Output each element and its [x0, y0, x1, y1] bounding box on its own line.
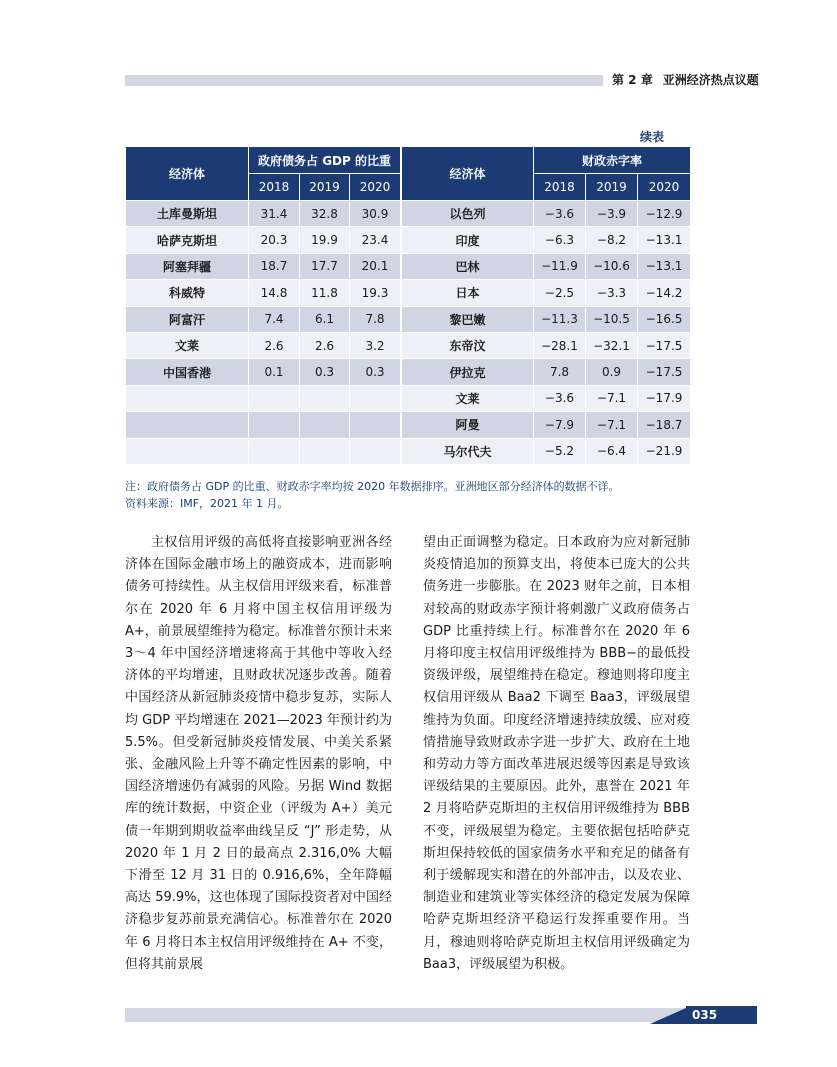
value-cell [249, 438, 300, 464]
table-row [402, 227, 691, 253]
table-row [126, 412, 401, 438]
table-row [126, 306, 401, 332]
value-cell: −18.7 [638, 412, 691, 438]
value-cell: 0.3 [300, 359, 350, 385]
value-cell: 20.3 [249, 227, 300, 253]
table-row [402, 359, 691, 385]
value-cell: 2.6 [249, 332, 300, 358]
economy-name: 印度 [402, 227, 534, 253]
economy-name: 阿曼 [402, 412, 534, 438]
value-cell: −11.9 [534, 253, 586, 279]
value-cell: 6.1 [300, 306, 350, 332]
value-cell: 0.1 [249, 359, 300, 385]
value-cell: −12.9 [638, 201, 691, 227]
economy-name: 巴林 [402, 253, 534, 279]
value-cell [300, 412, 350, 438]
economy-name [126, 412, 249, 438]
value-cell: −7.9 [534, 412, 586, 438]
table-row [126, 227, 401, 253]
value-cell: 2.6 [300, 332, 350, 358]
body-column-right: 望由正面调整为稳定。日本政府为应对新冠肺炎疫情追加的预算支出，将使本已庞大的公共债务进一步膨胀。在 2023 财年之前，日本相对较高的财政赤字预计将刺激广义政府债务占 GDP 比重持续上行。标准普尔在 2020 年 6 月将印度主权信用评级维持为 BBB−的最低投资级评级，展望维持在稳定。穆迪则将印度主权信用评级从 Baa2 下调至 Baa3，评级展望维持为负面。印度经济增速持续放缓、应对疫情措施导致财政赤字进一步扩大、政府在土地和劳动力等方面改革进展迟缓等因素是导致该评级结果的主要原因。此外，惠誉在 2021 年 2 月将哈萨克斯坦的主权信用评级维持为 BBB 不变，评级展望为稳定。主要依据包括哈萨克斯坦保持较低的国家债务水平和充足的储备有利于缓解现实和潜在的外部冲击，以及农业、制造业和建筑业等实体经济的稳定发展为保障哈萨克斯坦经济平稳运行发挥重要作用。当月，穆迪则将哈萨克斯坦主权信用评级确定为 Baa3，评级展望为积极。 [423, 535, 690, 972]
value-cell: −3.3 [586, 280, 638, 306]
economy-name: 伊拉克 [402, 359, 534, 385]
value-cell [300, 385, 350, 411]
table-row [402, 438, 691, 464]
deficit-group-header: 财政赤字率 [534, 147, 691, 174]
year-header: 2020 [350, 174, 401, 201]
table-row [126, 201, 401, 227]
economy-name [126, 385, 249, 411]
chapter-title: 亚洲经济热点议题 [662, 73, 759, 87]
economy-name: 文莱 [402, 385, 534, 411]
value-cell: −6.3 [534, 227, 586, 253]
value-cell: 32.8 [300, 201, 350, 227]
table-row [126, 253, 401, 279]
table-row [126, 332, 401, 358]
table-row [402, 201, 691, 227]
value-cell: 3.2 [350, 332, 401, 358]
debt-table [125, 146, 401, 465]
value-cell: −13.1 [638, 227, 691, 253]
economy-name: 阿塞拜疆 [126, 253, 249, 279]
value-cell: 19.3 [350, 280, 401, 306]
continued-label: 续表 [640, 130, 665, 144]
year-header: 2019 [586, 174, 638, 201]
economy-name: 以色列 [402, 201, 534, 227]
value-cell: −16.5 [638, 306, 691, 332]
value-cell: 0.3 [350, 359, 401, 385]
value-cell: 19.9 [300, 227, 350, 253]
value-cell [350, 438, 401, 464]
value-cell: 7.4 [249, 306, 300, 332]
table-row [402, 385, 691, 411]
year-header: 2019 [300, 174, 350, 201]
value-cell: 7.8 [534, 359, 586, 385]
footer-bar [125, 1008, 685, 1022]
economy-name: 科威特 [126, 280, 249, 306]
table-row [402, 253, 691, 279]
table-notes [125, 478, 620, 512]
value-cell: −14.2 [638, 280, 691, 306]
economy-name [126, 438, 249, 464]
value-cell: −3.6 [534, 385, 586, 411]
table-row [402, 306, 691, 332]
value-cell: −10.6 [586, 253, 638, 279]
value-cell: −7.1 [586, 412, 638, 438]
value-cell: −13.1 [638, 253, 691, 279]
footer-accent [650, 1008, 686, 1024]
header-bar [125, 75, 603, 86]
body-column-left: 主权信用评级的高低将直接影响亚洲各经济体在国际金融市场上的融资成本，进而影响债务可持续性。从主权信用评级来看，标准普尔在 2020 年 6 月将中国主权信用评级为 A+，前景展望维持为稳定。标准普尔预计未来 3～4 年中国经济增速将高于其他中等收入经济体的平均增速，且财政状况逐步改善。随着中国经济从新冠肺炎疫情中稳步复苏，实际人均 GDP 平均增速在 2021—2023 年预计约为 5.5%。但受新冠肺炎疫情发展、中美关系紧张、金融风险上升等不确定性因素的影响，中国经济增速仍有减弱的风险。另据 Wind 数据库的统计数据，中资企业（评级为 A+）美元债一年期到期收益率曲线呈反 “J” 形走势，从 2020 年 1 月 2 日的最高点 2.316,0% 大幅下滑至 12 月 31 日的 0.916,6%，全年降幅高达 59.9%，这也体现了国际投资者对中国经济稳步复苏前景充满信心。标准普尔在 2020 年 6 月将日本主权信用评级维持在 A+ 不变，但将其前景展 [125, 535, 392, 972]
value-cell [350, 385, 401, 411]
chapter-label: 第 2 章 [612, 73, 653, 87]
value-cell: −10.5 [586, 306, 638, 332]
value-cell: 23.4 [350, 227, 401, 253]
economy-name: 哈萨克斯坦 [126, 227, 249, 253]
value-cell: 30.9 [350, 201, 401, 227]
value-cell: 7.8 [350, 306, 401, 332]
table-row [402, 280, 691, 306]
value-cell: −7.1 [586, 385, 638, 411]
value-cell: −11.3 [534, 306, 586, 332]
value-cell: −3.9 [586, 201, 638, 227]
value-cell [350, 412, 401, 438]
value-cell: −21.9 [638, 438, 691, 464]
table-row [402, 412, 691, 438]
value-cell: 14.8 [249, 280, 300, 306]
table-source: 资料来源：IMF，2021 年 1 月。 [125, 497, 289, 510]
year-header: 2020 [638, 174, 691, 201]
year-header: 2018 [249, 174, 300, 201]
page-number: 035 [686, 1006, 757, 1024]
economy-name: 文莱 [126, 332, 249, 358]
economy-name: 阿富汗 [126, 306, 249, 332]
table-row [126, 385, 401, 411]
value-cell [249, 385, 300, 411]
economy-header: 经济体 [126, 147, 249, 201]
year-header: 2018 [534, 174, 586, 201]
value-cell: 11.8 [300, 280, 350, 306]
economy-name: 东帝汶 [402, 332, 534, 358]
value-cell: 31.4 [249, 201, 300, 227]
value-cell [249, 412, 300, 438]
value-cell: −17.5 [638, 332, 691, 358]
table-note: 注：政府债务占 GDP 的比重、财政赤字率均按 2020 年数据排序。亚洲地区部分经济体的数据不详。 [125, 480, 620, 493]
economy-name: 日本 [402, 280, 534, 306]
deficit-table [401, 146, 691, 465]
debt-group-header: 政府债务占 GDP 的比重 [249, 147, 401, 174]
value-cell: −8.2 [586, 227, 638, 253]
table-row [126, 359, 401, 385]
economy-name: 马尔代夫 [402, 438, 534, 464]
value-cell: 17.7 [300, 253, 350, 279]
value-cell [300, 438, 350, 464]
value-cell: −6.4 [586, 438, 638, 464]
value-cell: −17.5 [638, 359, 691, 385]
value-cell: 20.1 [350, 253, 401, 279]
economy-name: 土库曼斯坦 [126, 201, 249, 227]
value-cell: −2.5 [534, 280, 586, 306]
table-row [126, 280, 401, 306]
value-cell: −3.6 [534, 201, 586, 227]
table-row [126, 438, 401, 464]
table-row [402, 332, 691, 358]
value-cell: −5.2 [534, 438, 586, 464]
value-cell: 0.9 [586, 359, 638, 385]
running-header [612, 71, 769, 88]
value-cell: 18.7 [249, 253, 300, 279]
economy-name: 中国香港 [126, 359, 249, 385]
economy-name: 黎巴嫩 [402, 306, 534, 332]
economy-header: 经济体 [402, 147, 534, 201]
value-cell: −32.1 [586, 332, 638, 358]
value-cell: −28.1 [534, 332, 586, 358]
value-cell: −17.9 [638, 385, 691, 411]
